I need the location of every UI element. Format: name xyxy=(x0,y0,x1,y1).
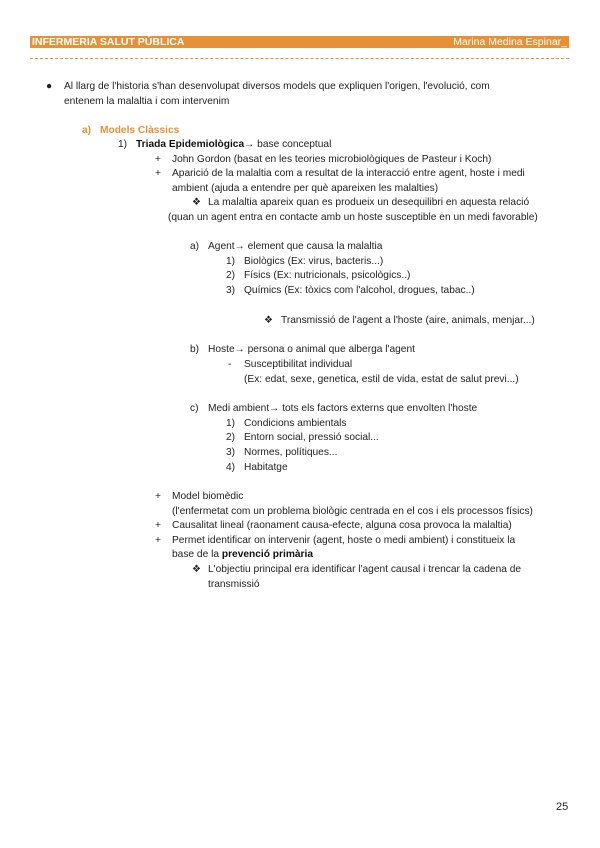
triada-marker: 1) xyxy=(118,139,128,150)
medi-item-2-marker: 2) xyxy=(226,432,236,443)
agent-title: Agent→ element que causa la malaltia xyxy=(208,241,383,252)
biomedic-item-2-marker: + xyxy=(155,520,161,531)
intro-line-1: Al llarg de l'historia s'han desenvolupat diversos models que expliquen l'origen, l'evolució, com xyxy=(64,81,490,92)
hoste-item-marker: - xyxy=(228,359,232,370)
header-course-title: INFERMERIA SALUT PÚBLICA xyxy=(32,36,185,48)
biomedic-item-1: Model biomèdic xyxy=(172,491,244,502)
biomedic-item-3-cont xyxy=(172,548,313,562)
agent-item-1: Biològics (Ex: virus, bacteris...) xyxy=(244,256,384,267)
page-header xyxy=(30,36,569,48)
header-divider xyxy=(30,58,569,59)
biomedic-note-line-1: L'objectiu principal era identificar l'agent causal i trencar la cadena de xyxy=(208,564,522,575)
prevencio-primaria: prevenció primària xyxy=(221,549,314,560)
agent-item-2: Físics (Ex: nutricionals, psicològics..) xyxy=(244,270,411,281)
agent-item-3: Químics (Ex: tòxics com l'alcohol, drogues, tabac..) xyxy=(244,285,475,296)
biomedic-item-3: Permet identificar on intervenir (agent, hoste o medi ambient) i constitueix la xyxy=(172,535,516,546)
medi-item-1: Condicions ambientals xyxy=(244,418,347,429)
hoste-marker: b) xyxy=(190,344,200,355)
triada-item-2-marker: + xyxy=(155,168,161,179)
hoste-title: Hoste→ persona o animal que alberga l'agent xyxy=(208,344,415,355)
medi-marker: c) xyxy=(190,403,199,414)
biomedic-note-marker: ❖ xyxy=(192,564,202,575)
medi-item-1-marker: 1) xyxy=(226,418,236,429)
triada-note-marker: ❖ xyxy=(192,197,202,208)
medi-item-4-marker: 4) xyxy=(226,462,236,473)
triada-item-2: Aparició de la malaltia com a resultat de la interacció entre agent, hoste i medi xyxy=(172,168,525,179)
agent-item-1-marker: 1) xyxy=(226,256,236,267)
hoste-item: Susceptibilitat individual xyxy=(244,359,353,370)
intro-bullet: ● xyxy=(46,81,53,92)
agent-marker: a) xyxy=(190,241,200,252)
medi-item-3-marker: 3) xyxy=(226,447,236,458)
hoste-item-cont: (Ex: edat, sexe, genetica, estil de vida, estat de salut previ...) xyxy=(244,374,519,385)
biomedic-item-3-cont-pre: base de la xyxy=(172,549,222,560)
triada-title: Triada Epidemiològica xyxy=(136,139,245,150)
medi-item-4: Habitatge xyxy=(244,462,288,473)
triada-note-line-2: (quan un agent entra en contacte amb un hoste susceptible en un medi favorable) xyxy=(168,212,538,223)
biomedic-note-line-2: transmissió xyxy=(208,579,260,590)
medi-item-2: Entorn social, pressió social... xyxy=(244,432,379,443)
medi-item-3: Normes, polítiques... xyxy=(244,447,338,458)
section-a-title: Models Clàssics xyxy=(100,125,180,136)
biomedic-item-1-marker: + xyxy=(155,491,161,502)
agent-note: Transmissió de l'agent a l'hoste (aire, animals, menjar...) xyxy=(281,315,535,326)
page-number: 25 xyxy=(556,801,569,813)
medi-title: Medi ambient→ tots els factors externs que envolten l'hoste xyxy=(208,403,478,414)
triada-rest: → base conceptual xyxy=(244,139,332,150)
intro-line-2: entenem la malaltia i com intervenim xyxy=(64,96,230,107)
agent-item-2-marker: 2) xyxy=(226,270,236,281)
triada-item-1: John Gordon (basat en les teories microbiològiques de Pasteur i Koch) xyxy=(172,154,492,165)
agent-note-marker: ❖ xyxy=(264,315,274,326)
triada-item-2-cont: ambient (ajuda a entendre per què apareixen les malalties) xyxy=(172,183,439,194)
section-a-marker: a) xyxy=(82,125,92,136)
agent-item-3-marker: 3) xyxy=(226,285,236,296)
triada-note-line-1: La malaltia apareix quan es produeix un desequilibri en aquesta relació xyxy=(208,197,530,208)
biomedic-item-2: Causalitat lineal (raonament causa-efecte, alguna cosa provoca la malaltia) xyxy=(172,520,512,531)
triada-item-1-marker: + xyxy=(155,154,161,165)
header-author: Marina Medina Espinar_ xyxy=(453,36,567,48)
triada-heading xyxy=(136,138,331,152)
biomedic-item-1-cont: (l'enfermetat com un problema biològic centrada en el cos i els processos físics) xyxy=(172,506,533,517)
biomedic-item-3-marker: + xyxy=(155,535,161,546)
